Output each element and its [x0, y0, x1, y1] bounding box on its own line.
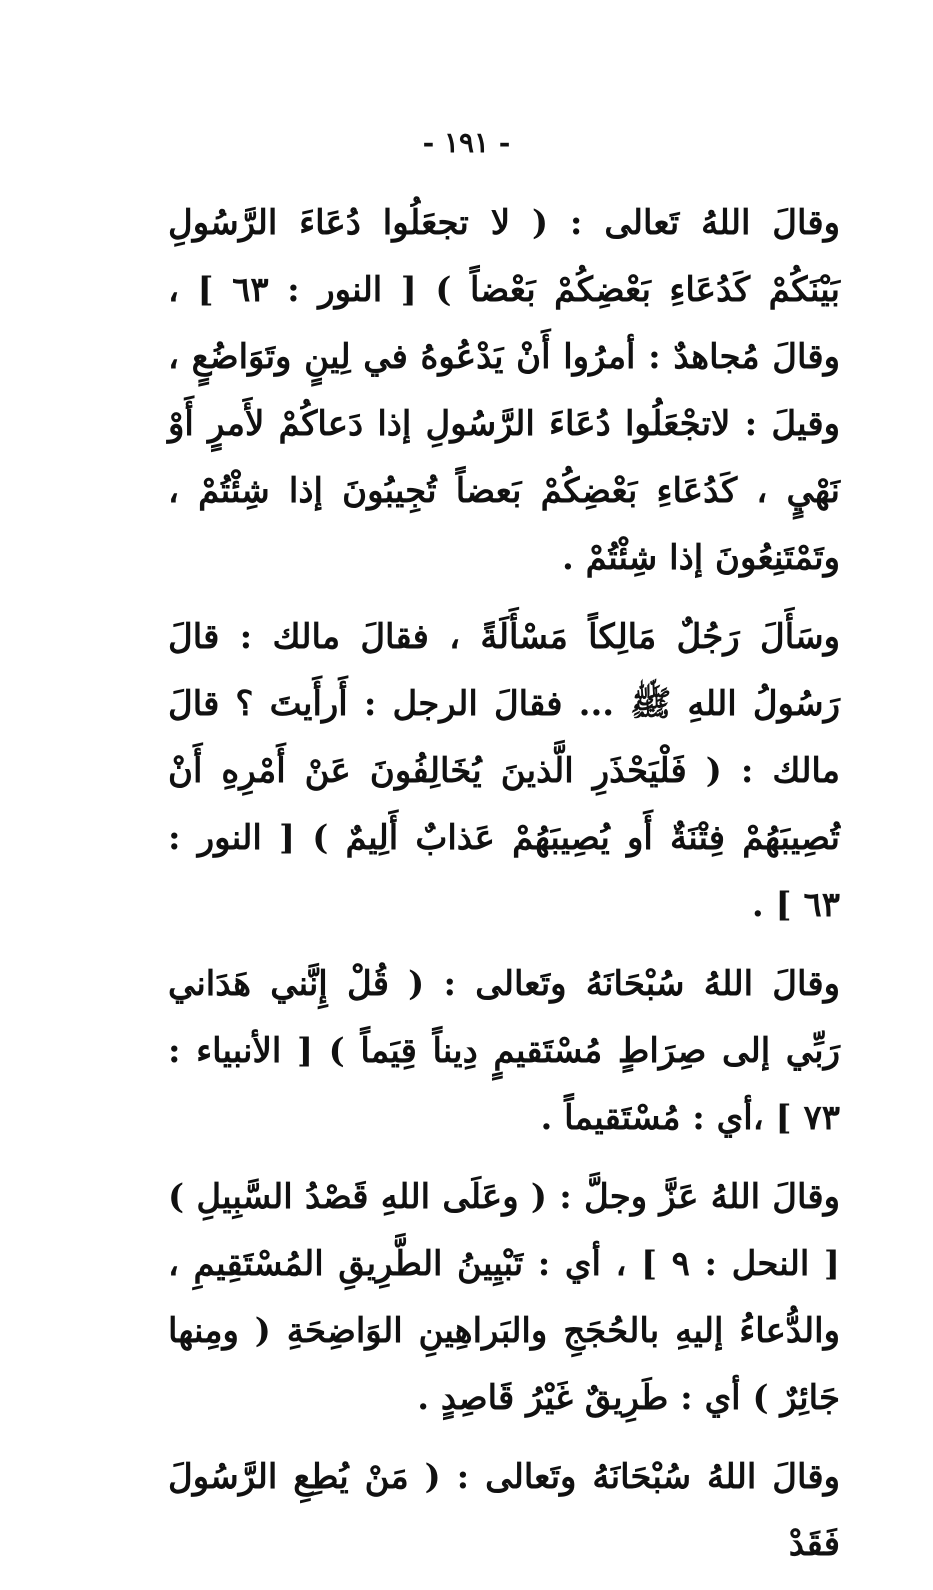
paragraph-5: وقالَ اللهُ سُبْحَانَهُ وتَعالى : ( مَنْ يُطِعِ الرَّسُولَ فَقَدْ — [168, 1457, 840, 1564]
paragraph-4: وقالَ اللهُ عَزَّ وجلَّ : ( وعَلَى اللهِ قَصْدُ السَّبِيلِ ) [ النحل : ٩ ] ، أي : تَبْيِينُ الطَّرِيقِ المُسْتَقِيمِ ، والدُّعاءُ إليهِ بالحُجَجِ والبَراهِينِ الوَاضِحَةِ ( ومِنها جَائِرٌ ) أي : طَرِيقٌ غَيْرُ قَاصِدٍ . — [168, 1177, 840, 1418]
body-text — [168, 190, 840, 1590]
paragraph-3: وقالَ اللهُ سُبْحَانَهُ وتَعالى : ( قُلْ إِنَّني هَدَاني رَبِّي إلى صِرَاطٍ مُسْتَقيمٍ دِيناً قِيَماً ) [ الأنبياء : ٧٣ ] ،أي : مُسْتَقيماً . — [168, 964, 840, 1138]
paragraph-2: وسَأَلَ رَجُلٌ مَالِكاً مَسْأَلَةً ، فقالَ مالك : قالَ رَسُولُ اللهِ ﷺ ... فقالَ الرجل : أَرأَيتَ ؟ قالَ مالك : ( فَلْيَحْذَرِ الَّذينَ يُخَالِفُونَ عَنْ أَمْرِهِ أَنْ تُصِيبَهُمْ فِتْنَةٌ أَو يُصِيبَهُمْ عَذابٌ أَلِيمٌ ) [ النور : ٦٣ ] . — [168, 617, 840, 925]
page-number: - ١٩١ - — [422, 126, 511, 159]
paragraph-1: وقالَ اللهُ تَعالى : ( لا تجعَلُوا دُعَاءَ الرَّسُولِ بَيْنَكُمْ كَدُعَاءِ بَعْضِكُمْ بَعْضاً ) [ النور : ٦٣ ] ، وقالَ مُجاهدٌ : أمرُوا أَنْ يَدْعُوهُ في لِينٍ وتَوَاضُعٍ ، وقيلَ : لاتجْعَلُوا دُعَاءَ الرَّسُولِ إذا دَعاكُمْ لأَمرٍ أَوْ نَهْيٍ ، كَدُعَاءِ بَعْضِكُمْ بَعضاً تُجِيبُونَ إذا شِئْتُمْ ، وتَمْتَنِعُونَ إذا شِئْتُمْ . — [168, 203, 840, 578]
